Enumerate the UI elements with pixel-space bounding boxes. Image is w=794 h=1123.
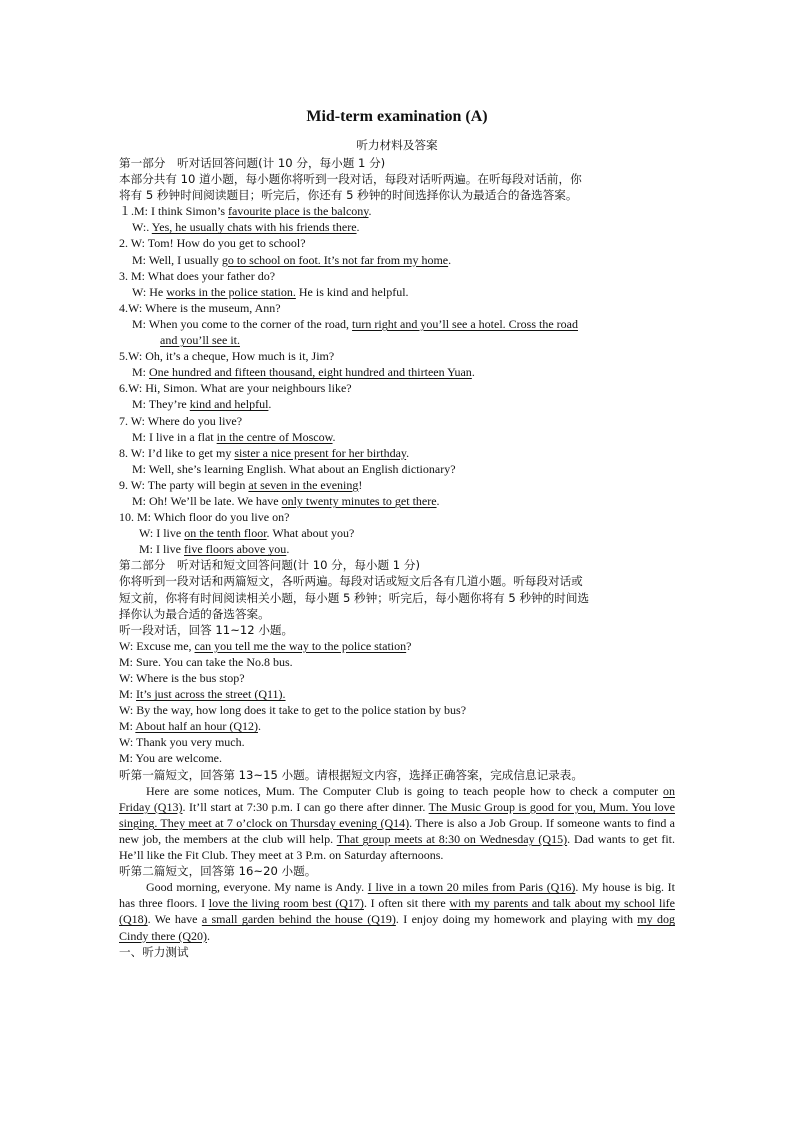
dialogue-line: W: Excuse me, can you tell me the way to the police station? [119,638,412,653]
dialogue-line [119,332,675,348]
part2-intro-line: 择你认为最合适的备选答案。 [119,606,270,621]
answer-underline: a small garden behind the house (Q19) [201,912,396,927]
dialogue-line: M: When you come to the corner of the road, turn right and you’ll see a hotel. Cross the road [132,316,578,331]
dialogue-line: M: I live five floors above you. [139,542,290,557]
answer-underline: with my parents and talk about my school life (Q18) [119,896,675,927]
part1-heading: 第一部分 听对话回答问题(计 10 分，每小题 1 分) [119,156,386,170]
dialogue-line: M: Well, she’s learning English. What about an English dictionary? [132,461,456,476]
answer-underline: sister a nice present for her birthday [234,445,407,460]
dialogue-line: 10. M: Which floor do you live on? [119,510,290,525]
dialogue-line: W: I live on the tenth floor. What about you? [139,526,355,541]
dialogue-line: M: It’s just across the street (Q11). [119,687,286,702]
answer-underline: my dog Cindy there (Q20) [119,912,675,943]
dialogue-line: M: Sure. You can take the No.8 bus. [119,654,293,669]
passage1-text: Here are some notices, Mum. The Computer Club is going to teach people how to check a computer on Friday (Q13). It’ll start at 7:30 p.m. I can go there after dinner. The Music Group is good for you, Mum. You love singing. They meet at 7 o’clock on Thursday evening (Q14). There is also a Job Group. If someone wants to find a new job, the members at the club will help. That group meets at 8:30 on Wednesday (Q15). Dad wants to get fit. He’ll like the Fit Club. They meet at 3 P.m. on Saturday afternoons. [119,783,676,863]
answer-underline: can you tell me the way to the police station [194,638,407,653]
dialogue-line: 2. W: Tom! How do you get to school? [119,236,306,251]
dialogue-line: 8. W: I’d like to get my sister a nice present for her birthday. [119,445,410,460]
dialogue-line: W:. Yes, he usually chats with his friends there. [132,220,360,235]
dialogue-line: M: About half an hour (Q12). [119,719,261,734]
part1-intro-line: 将有 5 秒钟时间阅读题目；听完后，你还有 5 秒钟的时间选择你认为最适合的备选答案。 [119,188,578,203]
dialogue-heading: 听一段对话，回答 11~12 小题。 [119,622,294,637]
dialogue-line: １.M: I think Simon’s favourite place is the balcony. [119,204,372,219]
answer-underline: It’s just across the street (Q11). [136,687,286,702]
dialogue-line: M: I live in a flat in the centre of Moscow. [132,429,336,444]
answer-underline: on the tenth floor [184,526,267,541]
dialogue-line: M: Oh! We’ll be late. We have only twenty minutes to get there. [132,493,440,508]
dialogue-line: M: They’re kind and helpful. [132,397,272,412]
answer-underline: works in the police station. [166,284,296,299]
dialogue-line: 4.W: Where is the museum, Ann? [119,300,281,315]
dialogue-line: 3. M: What does your father do? [119,268,276,283]
answer-underline: at seven in the evening [248,477,359,492]
answer-underline: That group meets at 8:30 on Wednesday (Q15) [336,831,568,846]
section-footer-heading: 一、听力测试 [119,944,189,959]
answer-underline: go to school on foot. It’s not far from my home [221,252,449,267]
part2-heading: 第二部分 听对话和短文回答问题(计 10 分，每小题 1 分) [119,558,420,573]
answer-underline: in the centre of Moscow [216,429,333,444]
answer-underline: turn right and you’ll see a hotel. Cross the road [352,316,578,331]
dialogue-line: 6.W: Hi, Simon. What are your neighbours like? [119,381,352,396]
answer-underline: kind and helpful [189,397,269,412]
dialogue-line: 7. W: Where do you live? [119,413,243,428]
dialogue-line: 5.W: Oh, it’s a cheque, How much is it, Jim? [119,349,335,364]
answer-underline: Yes, he usually chats with his friends there [151,220,357,235]
answer-underline: One hundred and fifteen thousand, eight hundred and thirteen Yuan [149,365,472,380]
page-subtitle: 听力材料及答案 [356,138,438,152]
dialogue-line: 9. W: The party will begin at seven in the evening! [119,477,363,492]
dialogue-line: M: You are welcome. [119,751,222,766]
part2-intro-line: 你将听到一段对话和两篇短文，各听两遍。每段对话或短文后各有几道小题。听每段对话或 [119,574,583,589]
answer-underline: love the living room best (Q17) [208,896,364,911]
dialogue-line: W: Where is the bus stop? [119,671,245,685]
passage2-text: Good morning, everyone. My name is Andy. I live in a town 20 miles from Paris (Q16). My house is big. It has three floors. I love the living room best (Q17). I often sit there with my parents and talk about my school life (Q18). We have a small garden behind the house (Q19). I enjoy doing my homework and playing with my dog Cindy there (Q20). [119,880,675,943]
answer-underline: About half an hour (Q12) [135,719,258,734]
page-title: Mid-term examination (A) [306,108,488,125]
dialogue-line: M: One hundred and fifteen thousand, eight hundred and thirteen Yuan. [132,365,475,380]
document-page [119,104,675,960]
passage1-heading: 听第一篇短文，回答第 13~15 小题。请根据短文内容，选择正确答案，完成信息记录表。 [119,767,583,782]
dialogue-line: W: By the way, how long does it take to get to the police station by bus? [119,703,467,718]
answer-underline: I live in a town 20 miles from Paris (Q16) [367,880,576,895]
part1-intro-line: 本部分共有 10 道小题，每小题你将听到一段对话，每段对话听两遍。在听每段对话前，你 [119,172,582,187]
answer-underline: The Music Group is good for you, Mum. You love singing. They meet at 7 o’clock on Thursday evening (Q14) [119,799,676,830]
answer-underline: only twenty minutes to get there [281,493,437,508]
part2-intro-line: 短文前，你将有时间阅读相关小题，每小题 5 秒钟；听完后，每小题你将有 5 秒钟的时间选 [119,590,590,605]
dialogue-line: W: Thank you very much. [119,735,245,750]
dialogue-line: W: He works in the police station. He is kind and helpful. [132,284,409,299]
answer-underline: favourite place is the balcony [228,204,369,219]
answer-underline: and you’ll see it. [160,333,240,348]
answer-underline: five floors above you [184,542,287,557]
dialogue-line: M: Well, I usually go to school on foot. It’s not far from my home. [132,252,452,267]
passage2-heading: 听第二篇短文，回答第 16~20 小题。 [119,864,317,879]
answer-underline: on Friday (Q13) [119,783,675,814]
